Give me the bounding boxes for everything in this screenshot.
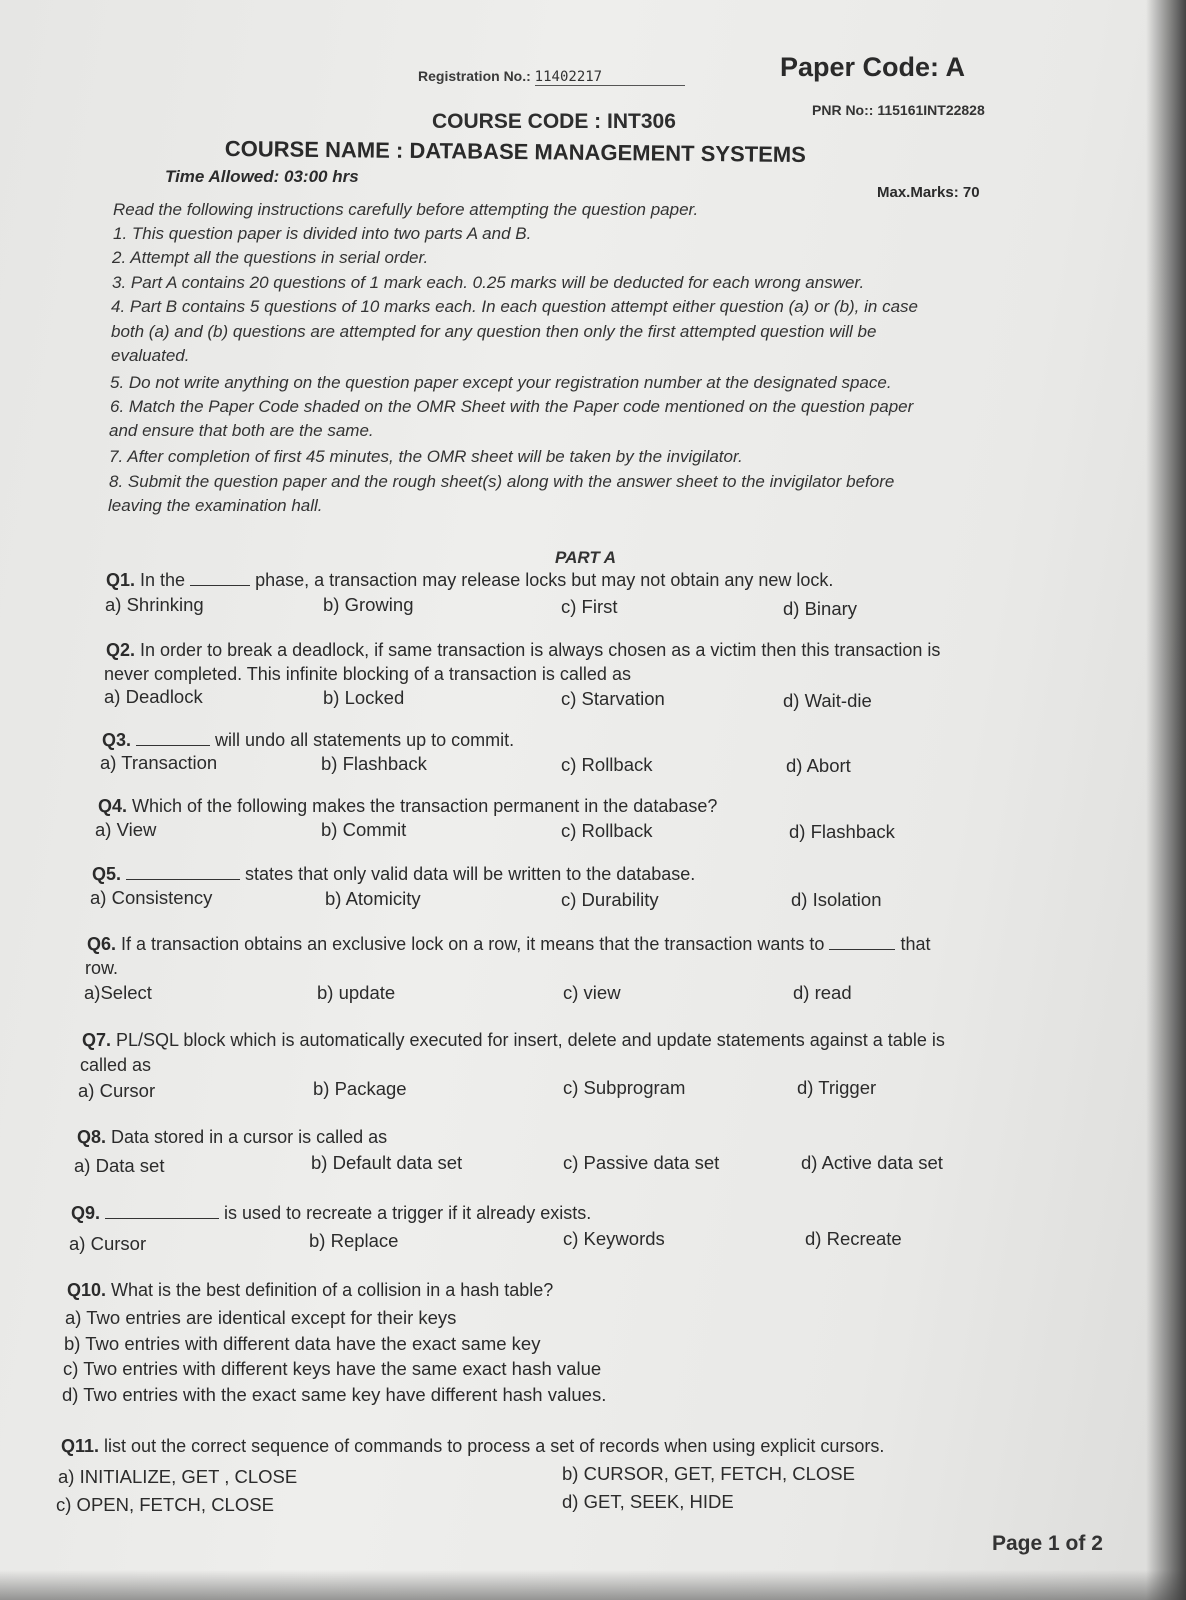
registration-field	[418, 68, 685, 86]
page-number: Page 1 of 2	[992, 1532, 1103, 1555]
option-b: b) Atomicity	[325, 888, 421, 909]
instruction-line: evaluated.	[111, 346, 190, 365]
instruction-line: 1. This question paper is divided into two parts A and B.	[113, 224, 532, 243]
question-text: phase, a transaction may release locks but may not obtain any new lock.	[255, 570, 834, 590]
answer-blank	[190, 571, 250, 586]
question-number: Q8.	[77, 1127, 107, 1147]
question-text: PL/SQL block which is automatically executed for insert, delete and update statements against a table is	[116, 1030, 945, 1050]
question-text: list out the correct sequence of commands to process a set of records when using explicit cursors.	[104, 1436, 885, 1456]
instruction-line: 6. Match the Paper Code shaded on the OMR Sheet with the Paper code mentioned on the question paper	[110, 397, 914, 416]
question-number: Q9.	[71, 1203, 101, 1223]
question-number: Q6.	[87, 934, 117, 954]
option-d: d) Wait-die	[783, 690, 872, 711]
question-number: Q10.	[67, 1280, 107, 1300]
question-text: row.	[85, 958, 119, 978]
course-code: COURSE CODE : INT306	[432, 110, 676, 133]
question-2	[106, 640, 940, 661]
option-a: a) Cursor	[69, 1233, 147, 1254]
instruction-line: 8. Submit the question paper and the rough sheet(s) along with the answer sheet to the invigilator before	[109, 472, 895, 491]
answer-blank	[829, 935, 895, 950]
registration-label: Registration No.:	[418, 68, 531, 84]
page-edge-shadow	[1146, 0, 1186, 1600]
question-text: Which of the following makes the transaction permanent in the database?	[132, 796, 718, 816]
option-b: b) Package	[313, 1078, 407, 1099]
option-d: d) read	[793, 982, 852, 1003]
paper-code: Paper Code: A	[780, 52, 966, 82]
option-c: c) Subprogram	[563, 1077, 686, 1098]
question-7	[82, 1030, 945, 1051]
question-number: Q1.	[106, 570, 136, 590]
option-c: c) Passive data set	[563, 1152, 720, 1173]
option-d: d) Isolation	[791, 889, 882, 910]
option-b: b) CURSOR, GET, FETCH, CLOSE	[562, 1463, 855, 1484]
question-number: Q11.	[61, 1436, 100, 1456]
option-a: a) Shrinking	[105, 594, 204, 615]
option-d: d) Binary	[783, 598, 858, 619]
option-b: b) update	[317, 982, 396, 1003]
option-a: a) INITIALIZE, GET , CLOSE	[58, 1466, 298, 1487]
option-a: a) Data set	[74, 1155, 165, 1176]
question-number: Q4.	[98, 796, 128, 816]
instruction-line: both (a) and (b) questions are attempted for any question then only the first attempted question will be	[111, 322, 877, 341]
instruction-line: leaving the examination hall.	[108, 496, 323, 515]
question-8	[77, 1127, 387, 1148]
question-number: Q5.	[92, 864, 122, 884]
option-c: c) Rollback	[561, 820, 653, 841]
answer-blank	[105, 1204, 219, 1219]
question-text: that	[900, 934, 931, 954]
instruction-line: 4. Part B contains 5 questions of 10 marks each. In each question attempt either question (a) or (b), in case	[111, 297, 918, 316]
option-a: a) Cursor	[78, 1080, 156, 1101]
question-number: Q7.	[82, 1030, 112, 1050]
option-c: c) Rollback	[561, 754, 653, 775]
option-b: b) Flashback	[321, 753, 427, 774]
option-c: c) Starvation	[561, 688, 665, 709]
time-allowed: Time Allowed: 03:00 hrs	[165, 167, 359, 186]
question-text: What is the best definition of a collision in a hash table?	[111, 1280, 554, 1300]
question-text: In the	[140, 570, 186, 590]
option-b: b) Commit	[321, 819, 407, 840]
page-bottom-shadow	[0, 1570, 1186, 1600]
question-text: Data stored in a cursor is called as	[111, 1127, 388, 1147]
instruction-line: 2. Attempt all the questions in serial order.	[112, 248, 429, 267]
answer-blank	[126, 865, 240, 880]
option-c: c) Keywords	[563, 1228, 665, 1249]
question-text: called as	[80, 1055, 152, 1075]
question-text: will undo all statements up to commit.	[215, 730, 515, 750]
option-b: b) Growing	[323, 594, 414, 615]
option-b: b) Locked	[323, 687, 405, 708]
option-d: d) Abort	[786, 755, 851, 776]
option-d: d) Flashback	[789, 821, 895, 842]
instruction-line: and ensure that both are the same.	[109, 421, 374, 440]
instruction-line: 5. Do not write anything on the question paper except your registration number at the designated space.	[110, 373, 892, 392]
part-a-title: PART A	[555, 548, 617, 567]
option-d: d) Active data set	[801, 1152, 943, 1173]
option-b: b) Default data set	[311, 1152, 463, 1173]
question-number: Q2.	[106, 640, 136, 660]
question-10	[67, 1280, 553, 1301]
question-1	[106, 570, 833, 591]
instruction-line: 3. Part A contains 20 questions of 1 mark each. 0.25 marks will be deducted for each wrong answer.	[112, 273, 865, 292]
option-d: d) Two entries with the exact same key have different hash values.	[62, 1384, 607, 1405]
option-a: a) Transaction	[100, 752, 218, 773]
course-name: COURSE NAME : DATABASE MANAGEMENT SYSTEMS	[224, 136, 806, 168]
pnr-number: PNR No:: 115161INT22828	[812, 102, 985, 118]
option-a: a)Select	[84, 982, 152, 1003]
option-a: a) Consistency	[90, 887, 213, 908]
question-number: Q3.	[102, 730, 132, 750]
option-b: b) Replace	[309, 1230, 399, 1251]
option-d: d) Trigger	[797, 1077, 877, 1098]
question-3	[102, 730, 514, 751]
max-marks: Max.Marks: 70	[877, 184, 980, 201]
option-c: c) OPEN, FETCH, CLOSE	[56, 1494, 274, 1515]
question-6	[87, 934, 930, 955]
option-a: a) View	[95, 819, 157, 840]
instructions-intro: Read the following instructions carefully before attempting the question paper.	[113, 200, 699, 219]
option-c: c) First	[561, 596, 618, 617]
question-5	[92, 864, 695, 885]
option-b: b) Two entries with different data have the exact same key	[64, 1333, 541, 1354]
option-c: c) view	[563, 982, 621, 1003]
question-text: states that only valid data will be written to the database.	[245, 864, 696, 884]
option-a: a) Deadlock	[104, 686, 203, 707]
option-c: c) Two entries with different keys have the same exact hash value	[63, 1358, 602, 1379]
instruction-line: 7. After completion of first 45 minutes, the OMR sheet will be taken by the invigilator.	[109, 447, 743, 466]
answer-blank	[136, 731, 210, 746]
question-text: never completed. This infinite blocking of a transaction is called as	[104, 664, 631, 684]
option-a: a) Two entries are identical except for their keys	[65, 1307, 457, 1328]
question-4	[98, 796, 717, 817]
registration-value: 11402217	[535, 69, 685, 86]
option-d: d) GET, SEEK, HIDE	[562, 1491, 734, 1512]
question-text: is used to recreate a trigger if it already exists.	[224, 1203, 592, 1223]
question-11	[61, 1436, 884, 1457]
option-d: d) Recreate	[805, 1228, 902, 1249]
option-c: c) Durability	[561, 889, 659, 910]
question-9	[71, 1203, 591, 1224]
question-text: In order to break a deadlock, if same transaction is always chosen as a victim then this transaction is	[140, 640, 941, 660]
question-text: If a transaction obtains an exclusive lock on a row, it means that the transaction wants to	[121, 934, 825, 954]
